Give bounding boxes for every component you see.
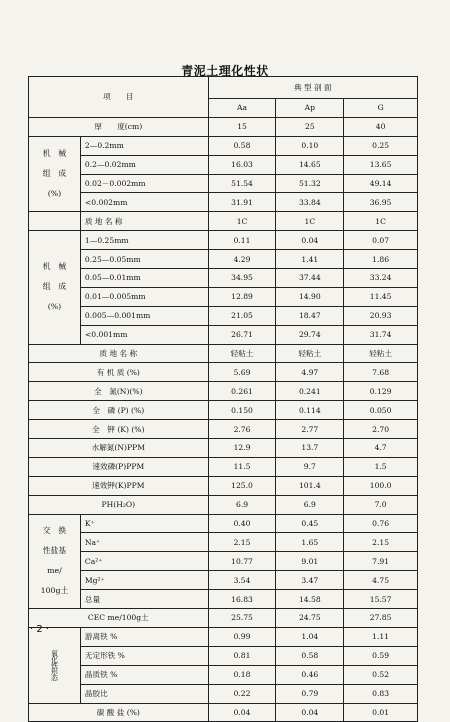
row-value: 1.04: [276, 627, 344, 646]
table-row: [29, 306, 418, 325]
row-value: 0.79: [276, 684, 344, 703]
row-value: 0.10: [276, 136, 344, 155]
row-value: 51.54: [208, 174, 276, 193]
row-value: 7.0: [344, 495, 418, 514]
table-row: [29, 231, 418, 250]
row-label: 0.005—0.001mm: [80, 306, 208, 325]
table-row: [29, 476, 418, 495]
row-value: 24.75: [276, 609, 344, 628]
table-row: [29, 571, 418, 590]
row-value: 0.18: [208, 665, 276, 684]
row-value: 0.76: [344, 514, 418, 533]
row-label: K⁺: [80, 514, 208, 533]
row-label: 游离铁 %: [80, 627, 208, 646]
row-value: 14.65: [276, 155, 344, 174]
group-exchange: 交 换 性盐基 me/ 100g土: [29, 514, 81, 608]
row-value: 31.91: [208, 193, 276, 212]
header-section-label: 典 型 剖 面: [208, 77, 417, 99]
row-value: 18.47: [276, 306, 344, 325]
row-value: 1C: [276, 212, 344, 231]
table-row: [29, 117, 418, 136]
row-value: 1.5: [344, 457, 418, 476]
row-value: 3.47: [276, 571, 344, 590]
row-value: 49.14: [344, 174, 418, 193]
row-value: 36.95: [344, 193, 418, 212]
group-mech1: 机 械 组 成 (%): [29, 136, 81, 212]
row-label: <0.001mm: [80, 325, 208, 344]
table-row: [29, 627, 418, 646]
table-row: [29, 287, 418, 306]
row-value: 0.81: [208, 646, 276, 665]
row-value: 15: [208, 117, 276, 136]
table-row: [29, 269, 418, 288]
table-row: [29, 457, 418, 476]
row-value: 轻粘土: [344, 344, 418, 363]
table-row: [29, 684, 418, 703]
table-row: [29, 609, 418, 628]
row-value: 31.74: [344, 325, 418, 344]
row-label: 1—0.25mm: [80, 231, 208, 250]
row-label: 碳 酸 盐 (%): [29, 703, 209, 722]
row-value: 2.70: [344, 420, 418, 439]
row-value: 4.97: [276, 363, 344, 382]
row-value: 0.83: [344, 684, 418, 703]
row-label: 晶胶比: [80, 684, 208, 703]
table-row: [29, 250, 418, 269]
row-value: 14.90: [276, 287, 344, 306]
row-value: 5.69: [208, 363, 276, 382]
row-value: 33.24: [344, 269, 418, 288]
row-value: 51.32: [276, 174, 344, 193]
row-value: 4.7: [344, 439, 418, 458]
group-mech2: 机 械 组 成 (%): [29, 231, 81, 344]
row-label: 全 钾 (K) (%): [29, 420, 209, 439]
row-label: 无定形铁 %: [80, 646, 208, 665]
row-value: 12.89: [208, 287, 276, 306]
row-value: 1C: [208, 212, 276, 231]
row-value: 16.03: [208, 155, 276, 174]
row-value: 0.25: [344, 136, 418, 155]
row-value: 6.9: [276, 495, 344, 514]
table-row: [29, 495, 418, 514]
row-value: 11.5: [208, 457, 276, 476]
row-label: 质 地 名 称: [80, 212, 208, 231]
row-value: 1.86: [344, 250, 418, 269]
row-value: 40: [344, 117, 418, 136]
row-value: 33.84: [276, 193, 344, 212]
row-value: 27.85: [344, 609, 418, 628]
row-value: 26.71: [208, 325, 276, 344]
table-row: [29, 646, 418, 665]
row-value: 1C: [344, 212, 418, 231]
row-value: 4.29: [208, 250, 276, 269]
row-label: 0.2—0.02mm: [80, 155, 208, 174]
row-value: 2.15: [344, 533, 418, 552]
row-value: 4.75: [344, 571, 418, 590]
row-label: 速效钾(K)PPM: [29, 476, 209, 495]
row-label: 全 磷 (P) (%): [29, 401, 209, 420]
table-row: [29, 382, 418, 401]
table-row: [29, 590, 418, 609]
group-iron: 氧化铁形态: [29, 627, 81, 703]
row-value: 9.01: [276, 552, 344, 571]
row-value: 轻粘土: [276, 344, 344, 363]
row-value: 14.58: [276, 590, 344, 609]
row-value: 0.04: [208, 703, 276, 722]
table-row: [29, 703, 418, 722]
row-label: 0.25—0.05mm: [80, 250, 208, 269]
table-row: [29, 533, 418, 552]
row-value: 0.261: [208, 382, 276, 401]
row-value: 25.75: [208, 609, 276, 628]
row-value: 7.91: [344, 552, 418, 571]
row-value: 0.050: [344, 401, 418, 420]
row-label: CEC me/100g土: [29, 609, 209, 628]
row-value: 0.45: [276, 514, 344, 533]
row-value: 34.95: [208, 269, 276, 288]
row-label: Na⁺: [80, 533, 208, 552]
row-label: <0.002mm: [80, 193, 208, 212]
row-label: 厚 度(cm): [29, 117, 209, 136]
row-value: 0.241: [276, 382, 344, 401]
page-number: · 2 ·: [30, 624, 50, 635]
soil-properties-table: [28, 76, 418, 722]
table-row: [29, 344, 418, 363]
row-value: 0.11: [208, 231, 276, 250]
table-row: [29, 665, 418, 684]
row-value: 37.44: [276, 269, 344, 288]
row-value: 15.57: [344, 590, 418, 609]
row-value: 0.01: [344, 703, 418, 722]
row-value: 2.15: [208, 533, 276, 552]
row-value: 13.7: [276, 439, 344, 458]
row-value: 0.46: [276, 665, 344, 684]
row-value: 0.150: [208, 401, 276, 420]
row-label: 总量: [80, 590, 208, 609]
row-value: 25: [276, 117, 344, 136]
row-value: 6.9: [208, 495, 276, 514]
row-value: 21.05: [208, 306, 276, 325]
group-blank: [29, 212, 81, 231]
row-label: 全 氮(N)(%): [29, 382, 209, 401]
row-value: 11.45: [344, 287, 418, 306]
row-label: 速效磷(P)PPM: [29, 457, 209, 476]
row-value: 0.114: [276, 401, 344, 420]
row-value: 3.54: [208, 571, 276, 590]
row-value: 0.07: [344, 231, 418, 250]
row-value: 0.58: [276, 646, 344, 665]
row-value: 10.77: [208, 552, 276, 571]
row-value: 9.7: [276, 457, 344, 476]
table-row: [29, 439, 418, 458]
table-row: [29, 136, 418, 155]
row-value: 0.129: [344, 382, 418, 401]
table-row: [29, 193, 418, 212]
row-value: 16.83: [208, 590, 276, 609]
table-row: [29, 325, 418, 344]
row-value: 101.4: [276, 476, 344, 495]
row-label: Ca²⁺: [80, 552, 208, 571]
row-value: 7.68: [344, 363, 418, 382]
header-col-aa: Aa: [208, 99, 276, 118]
table-row: [29, 420, 418, 439]
row-label: 0.02－0.002mm: [80, 174, 208, 193]
row-value: 轻粘土: [208, 344, 276, 363]
row-value: 0.99: [208, 627, 276, 646]
header-item-label: 项 目: [29, 77, 209, 118]
table-row: [29, 514, 418, 533]
row-value: 1.11: [344, 627, 418, 646]
row-value: 29.74: [276, 325, 344, 344]
row-label: PH(H₂O): [29, 495, 209, 514]
row-value: 2.76: [208, 420, 276, 439]
row-value: 125.0: [208, 476, 276, 495]
row-label: Mg²⁺: [80, 571, 208, 590]
row-value: 0.40: [208, 514, 276, 533]
row-value: 100.0: [344, 476, 418, 495]
row-value: 0.58: [208, 136, 276, 155]
table-row: [29, 155, 418, 174]
header-col-ap: Ap: [276, 99, 344, 118]
table-row: [29, 212, 418, 231]
row-value: 20.93: [344, 306, 418, 325]
row-value: 0.04: [276, 703, 344, 722]
row-label: 有 机 质 (%): [29, 363, 209, 382]
row-label: 质 地 名 称: [29, 344, 209, 363]
row-label: 0.01—0.005mm: [80, 287, 208, 306]
row-value: 0.52: [344, 665, 418, 684]
table-row: [29, 174, 418, 193]
header-col-g: G: [344, 99, 418, 118]
row-value: 1.41: [276, 250, 344, 269]
row-value: 0.04: [276, 231, 344, 250]
row-label: 0.05—0.01mm: [80, 269, 208, 288]
row-value: 0.59: [344, 646, 418, 665]
table-row: [29, 552, 418, 571]
row-label: 2—0.2mm: [80, 136, 208, 155]
row-label: 晶质铁 %: [80, 665, 208, 684]
table-row: [29, 401, 418, 420]
row-value: 2.77: [276, 420, 344, 439]
row-value: 12.9: [208, 439, 276, 458]
table-row: [29, 363, 418, 382]
table-title: 青泥土理化性状: [181, 64, 269, 78]
row-label: 水解氮(N)PPM: [29, 439, 209, 458]
row-value: 1.65: [276, 533, 344, 552]
row-value: 0.22: [208, 684, 276, 703]
row-value: 13.65: [344, 155, 418, 174]
